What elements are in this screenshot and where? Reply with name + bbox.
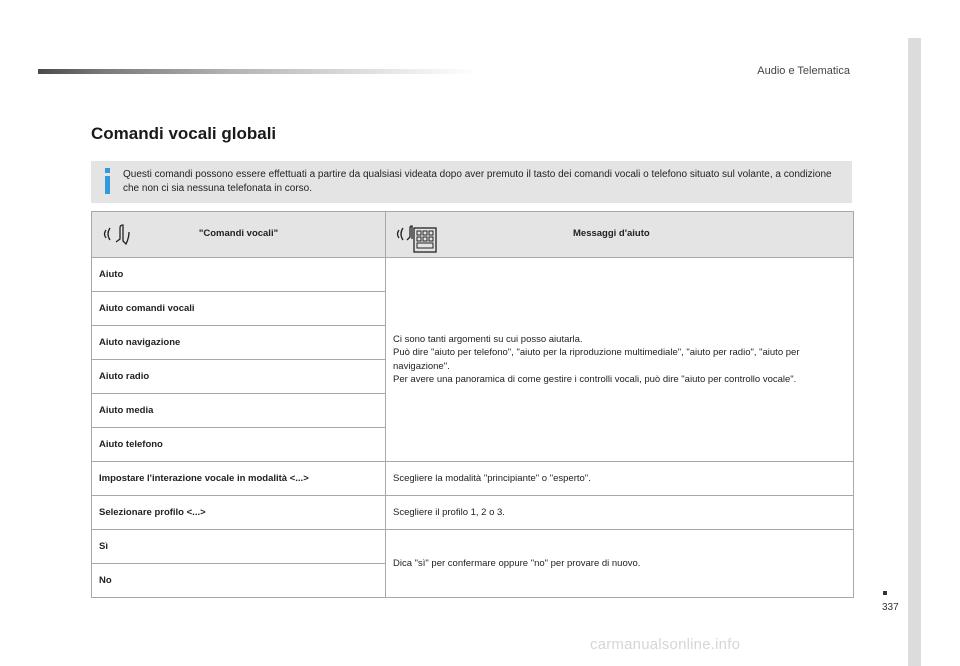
page-marker bbox=[883, 591, 887, 595]
page-number: 337 bbox=[882, 602, 899, 613]
table-row bbox=[92, 530, 854, 564]
info-icon bbox=[103, 168, 113, 194]
help-response-line: Può dire "aiuto per telefono", "aiuto per la riproduzione multimediale", "aiuto per radio", "aiuto per navigazione". bbox=[393, 347, 800, 372]
table-row bbox=[92, 496, 854, 530]
command-cell: Aiuto telefono bbox=[92, 428, 386, 462]
command-cell: Aiuto radio bbox=[92, 360, 386, 394]
help-message-icon bbox=[396, 220, 442, 254]
col-header-commands bbox=[92, 212, 386, 258]
page-title: Comandi vocali globali bbox=[91, 124, 277, 143]
command-cell: Impostare l'interazione vocale in modalità <...> bbox=[92, 462, 386, 496]
command-cell: Sì bbox=[92, 530, 386, 564]
command-cell: No bbox=[92, 564, 386, 598]
response-cell: Dica "sì" per confermare oppure "no" per provare di nuovo. bbox=[386, 530, 854, 598]
command-cell: Selezionare profilo <...> bbox=[92, 496, 386, 530]
page-side-bar bbox=[908, 38, 921, 666]
info-text: Questi comandi possono essere effettuati a partire da qualsiasi videata dopo aver premuto il tasto dei comandi vocali o telefono situato sul volante, a condizione che non ci sia nessuna telefonata in corso. bbox=[123, 169, 832, 194]
help-response-line: Per avere una panoramica di come gestire i controlli vocali, può dire "aiuto per controllo vocale". bbox=[393, 374, 797, 385]
table-row bbox=[92, 462, 854, 496]
command-cell: Aiuto media bbox=[92, 394, 386, 428]
info-box bbox=[91, 161, 852, 203]
header-gradient-bar bbox=[38, 69, 478, 74]
col-header-commands-label: "Comandi vocali" bbox=[198, 228, 279, 239]
help-response-cell bbox=[386, 258, 854, 462]
command-cell: Aiuto navigazione bbox=[92, 326, 386, 360]
watermark: carmanualsonline.info bbox=[590, 636, 741, 653]
command-cell: Aiuto bbox=[92, 258, 386, 292]
command-cell: Aiuto comandi vocali bbox=[92, 292, 386, 326]
col-header-help-label: Messaggi d'aiuto bbox=[573, 228, 650, 239]
response-cell: Scegliere la modalità "principiante" o "esperto". bbox=[386, 462, 854, 496]
table-header-row bbox=[92, 212, 854, 258]
table-row bbox=[92, 258, 854, 292]
col-header-help bbox=[386, 212, 854, 258]
response-cell: Scegliere il profilo 1, 2 o 3. bbox=[386, 496, 854, 530]
help-response-line: Ci sono tanti argomenti su cui posso aiutarla. bbox=[393, 333, 583, 345]
section-label: Audio e Telematica bbox=[757, 65, 850, 77]
voice-commands-table bbox=[91, 211, 854, 598]
